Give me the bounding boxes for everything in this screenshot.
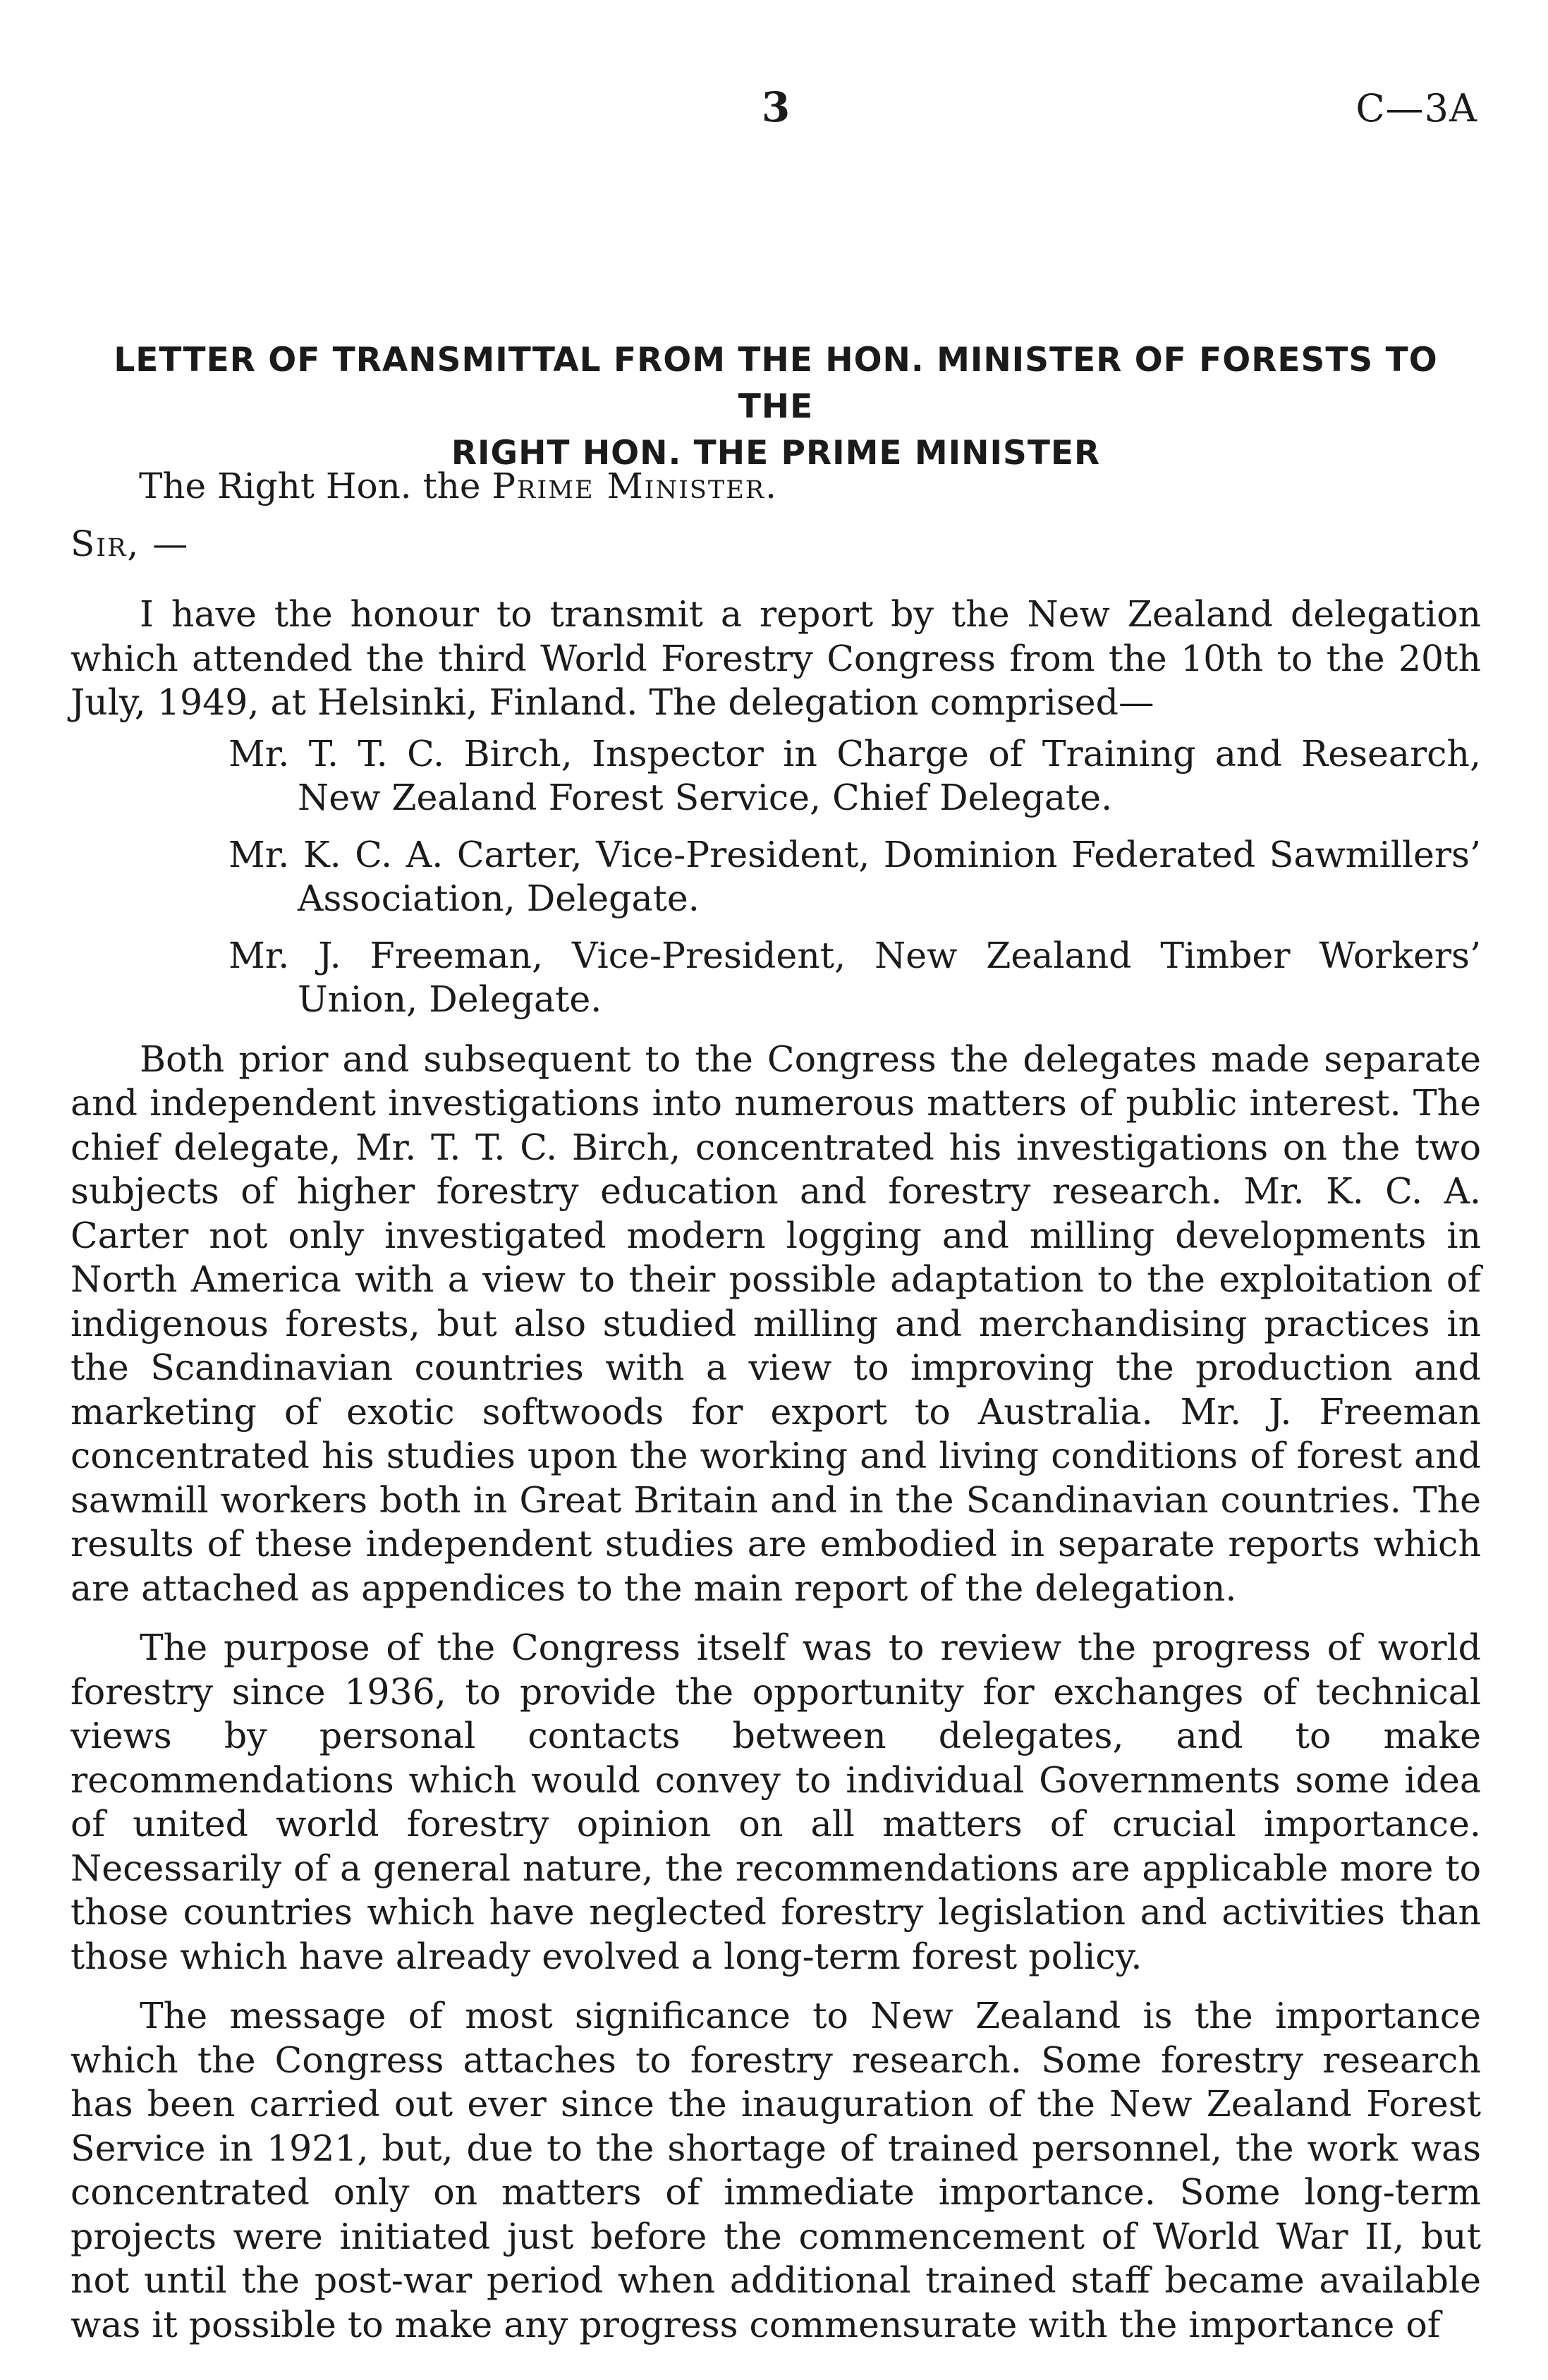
addressee-name: Prime Minister.: [492, 466, 779, 506]
page-number: 3: [761, 83, 791, 131]
research-paragraph: The message of most significance to New Zealand is the importance which the Congress attaches to forestry research. Some forestry research has been carried out ever since the inauguration of the New Zealand Forest Service in 1921, but, due to the shortage of trained personnel, the work was concentrated only on matters of immediate importance. Some long-term projects were initiated just before the commencement of World War II, but not until the post-war period when additional trained staff became available was it possible to make any progress commensurate with the importance of: [71, 1995, 1481, 2345]
salutation: Sir, —: [71, 523, 190, 564]
investigations-paragraph: Both prior and subsequent to the Congress the delegates made separate and independent investigations into numerous matters of public interest. The chief delegate, Mr. T. T. C. Birch, concentrated his investigations on the two subjects of higher forestry education and forestry research. Mr. K. C. A. Carter not only investigated modern logging and milling developments in North America with a view to their possible adaptation to the exploitation of indigenous forests, but also studied milling and merchandising practices in the Scandinavian countries with a view to improving the production and marketing of exotic softwoods for export to Australia. Mr. J. Freeman concentrated his studies upon the working and living conditions of forest and sawmill workers both in Great Britain and in the Scandinavian countries. The results of these independent studies are embodied in separate reports which are attached as appendices to the main report of the delegation.: [71, 1038, 1481, 1609]
delegate-item: Mr. J. Freeman, Vice-President, New Zealand Timber Workers’ Union, Delegate.: [228, 934, 1481, 1020]
letter-title-line-1: LETTER OF TRANSMITTAL FROM THE HON. MINISTER OF FORESTS TO THE: [114, 341, 1438, 426]
addressee-prefix: The Right Hon. the: [139, 466, 481, 506]
delegate-item: Mr. T. T. C. Birch, Inspector in Charge of Training and Research, New Zealand Forest Service, Chief Delegate.: [228, 732, 1481, 818]
letter-title-line-2: RIGHT HON. THE PRIME MINISTER: [451, 434, 1101, 473]
congress-purpose-paragraph: The purpose of the Congress itself was to review the progress of world forestry since 1936, to provide the opportunity for exchanges of technical views by personal contacts between delegates, and to make recommendations which would convey to individual Governments some idea of united world forestry opinion on all matters of crucial importance. Necessarily of a general nature, the recommendations are applicable more to those countries which have neglected forestry legislation and activities than those which have already evolved a long-term forest policy.: [71, 1627, 1481, 1977]
document-reference: C—3A: [1355, 86, 1477, 130]
delegate-list: [71, 732, 1481, 1022]
letter-title: [71, 337, 1481, 477]
intro-paragraph: I have the honour to transmit a report by the New Zealand delegation which attended the third World Forestry Congress from the 10th to the 20th July, 1949, at Helsinki, Finland. The delegation comprised—: [71, 593, 1481, 723]
delegate-item: Mr. K. C. A. Carter, Vice-President, Dominion Federated Sawmillers’ Association, Delegate.: [228, 833, 1481, 919]
letter-body: [71, 593, 1481, 2347]
addressee: [139, 466, 778, 506]
